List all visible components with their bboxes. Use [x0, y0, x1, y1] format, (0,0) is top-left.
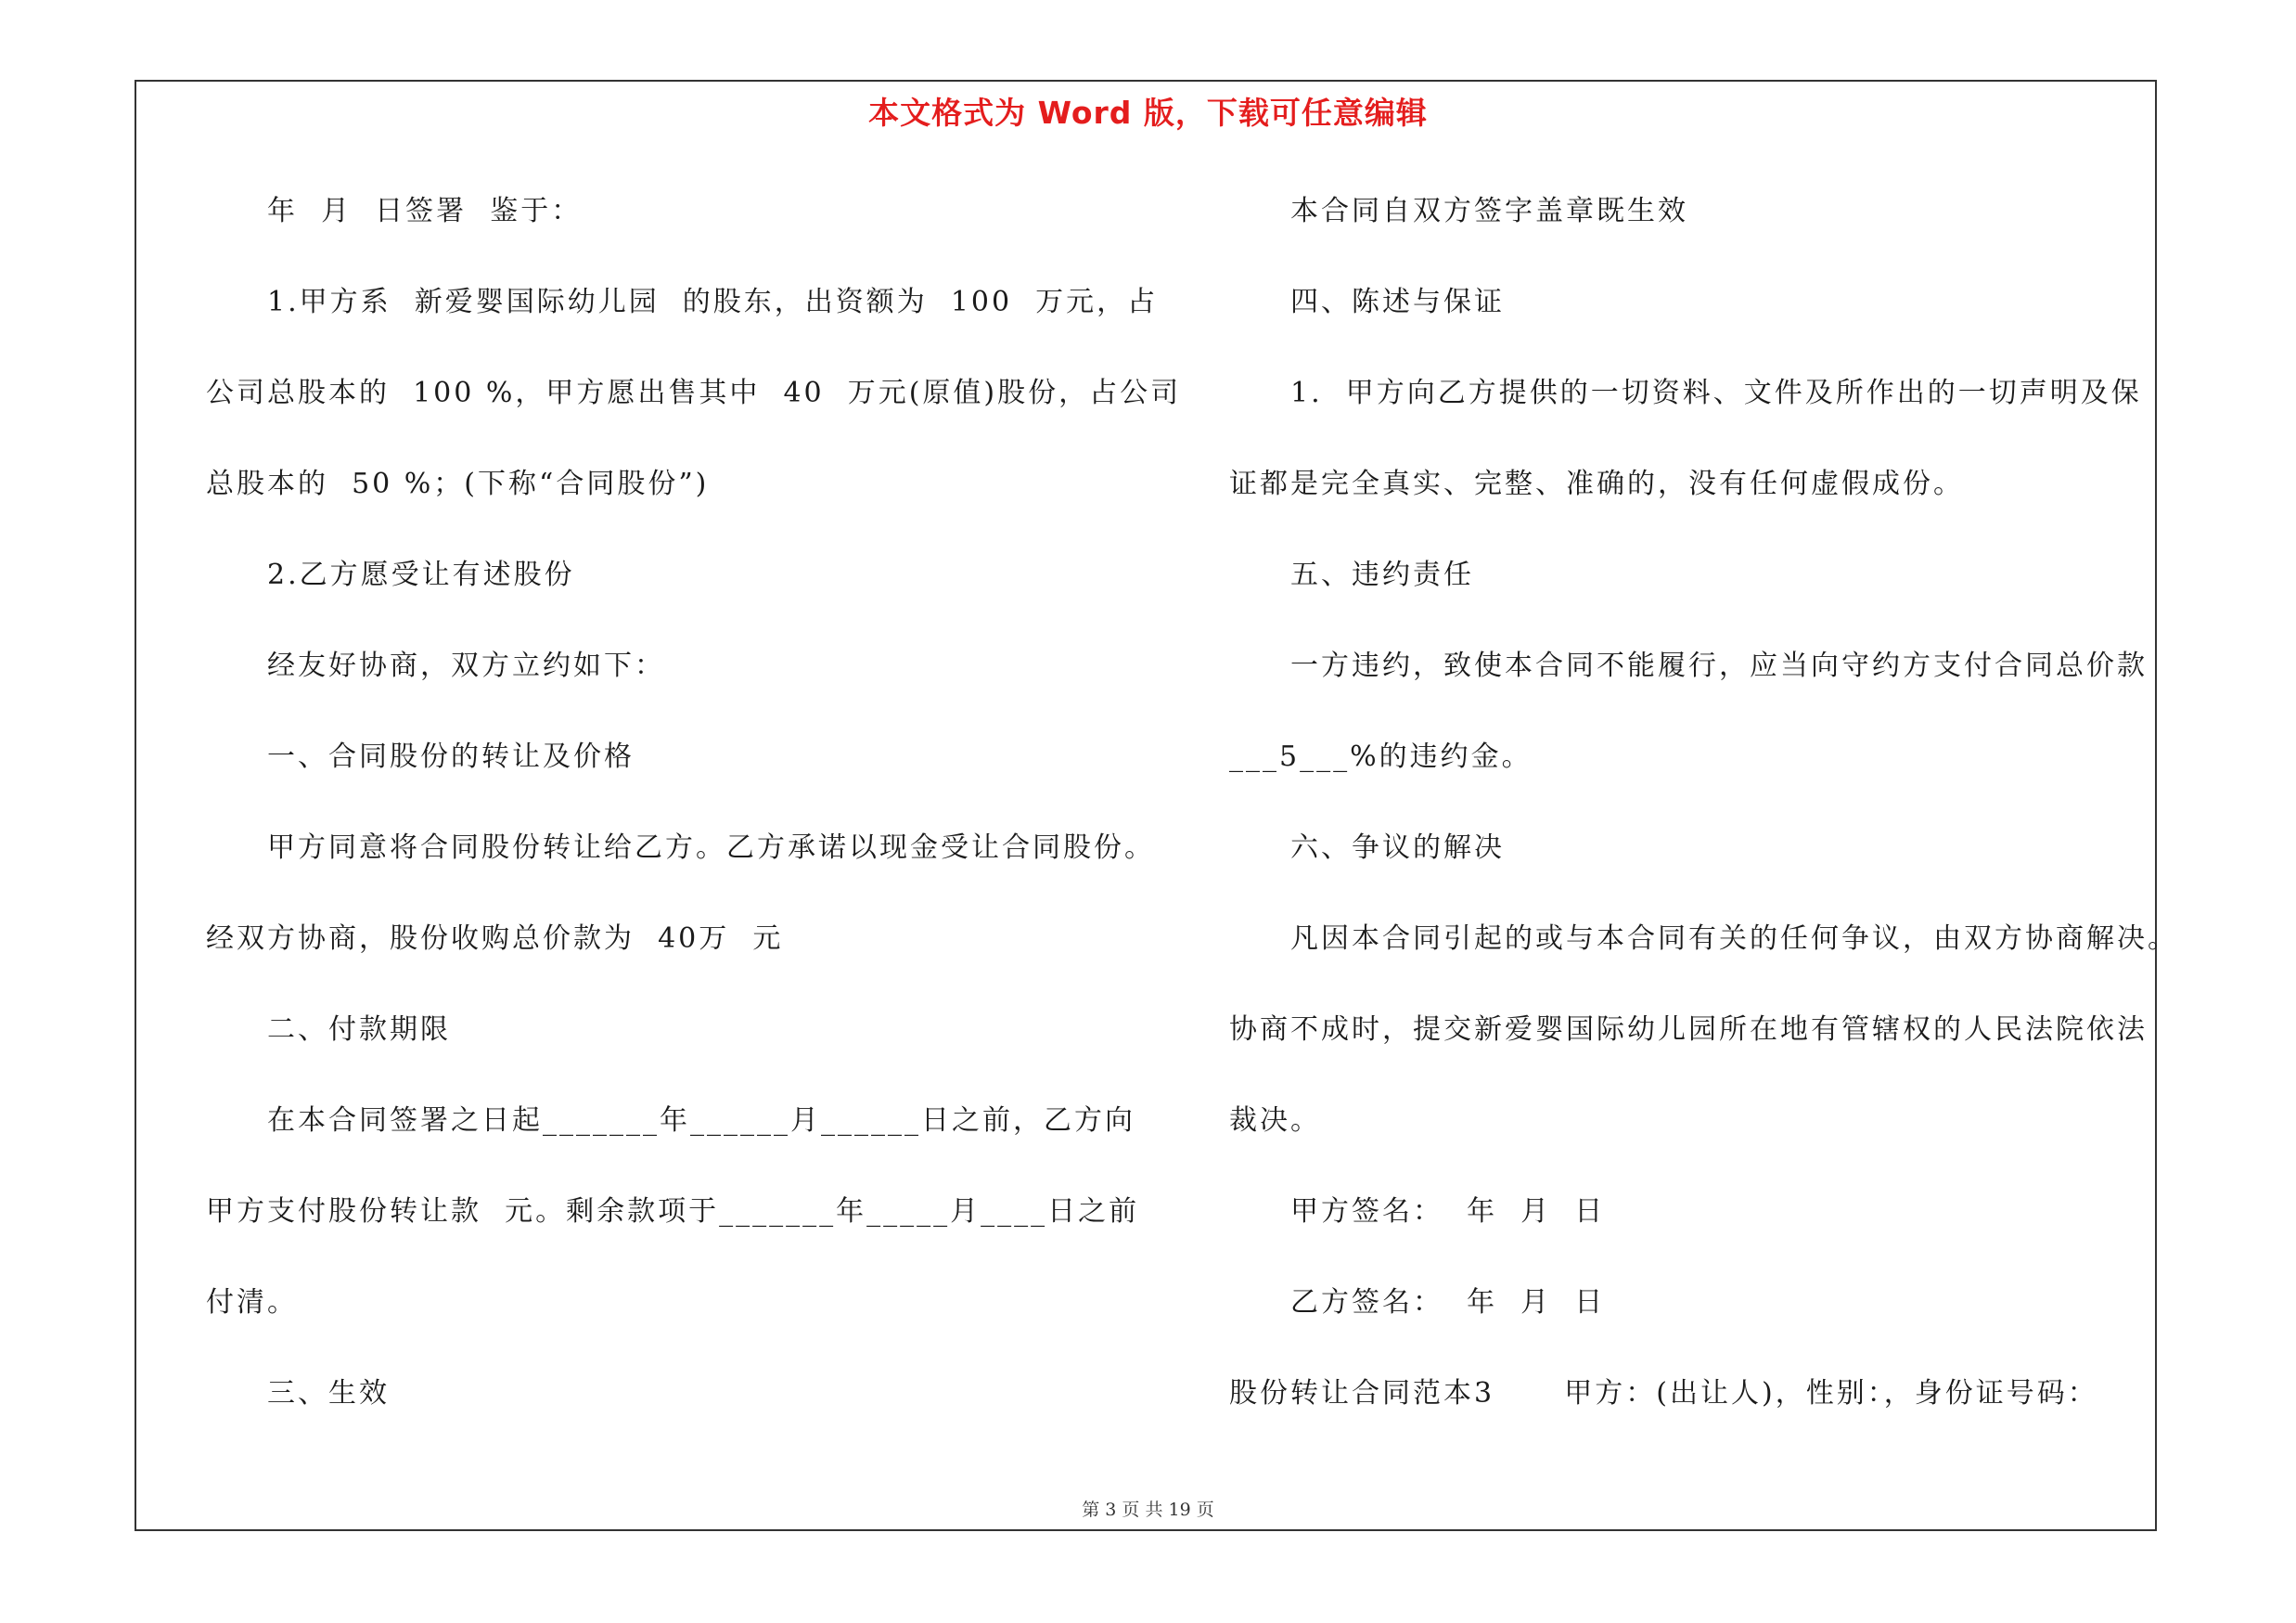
section-heading: 三、生效 — [267, 1377, 390, 1410]
paragraph-line: 在本合同签署之日起_______年______月______日之前，乙方向 — [267, 1104, 1135, 1137]
paragraph-line: 本合同自双方签字盖章既生效 — [1290, 195, 1688, 227]
paragraph-line: 2.乙方愿受让有述股份 — [267, 559, 575, 591]
paragraph-line: 付清。 — [206, 1286, 298, 1319]
left-column — [206, 186, 1182, 1459]
signature-line-party-a: 甲方签名： 年 月 日 — [1290, 1195, 1606, 1228]
paragraph-line: 经双方协商，股份收购总价款为 40万 元 — [206, 922, 784, 955]
paragraph-line: 甲方同意将合同股份转让给乙方。乙方承诺以现金受让合同股份。 — [267, 831, 1155, 864]
section-heading: 六、争议的解决 — [1290, 831, 1505, 864]
paragraph-line: 股份转让合同范本3 甲方：(出让人)，性别：，身份证号码： — [1229, 1377, 2098, 1410]
paragraph-line: 协商不成时，提交新爱婴国际幼儿园所在地有管辖权的人民法院依法 — [1229, 1013, 2148, 1046]
signature-line-party-b: 乙方签名： 年 月 日 — [1290, 1286, 1606, 1319]
section-heading: 一、合同股份的转让及价格 — [267, 741, 635, 773]
paragraph-line: 年 月 日签署 鉴于： — [267, 195, 583, 227]
paragraph-line: 经友好协商，双方立约如下： — [267, 650, 665, 682]
paragraph-line: 1.甲方系 新爱婴国际幼儿园 的股东，出资额为 100 万元，占 — [267, 286, 1159, 318]
section-heading: 四、陈述与保证 — [1290, 286, 1505, 318]
page-number — [0, 1496, 2296, 1521]
paragraph-line: 总股本的 50 %；(下称“合同股份”) — [206, 468, 710, 500]
paragraph-line: 一方违约，致使本合同不能履行，应当向守约方支付合同总价款 — [1290, 650, 2148, 682]
paragraph-line: 公司总股本的 100 %，甲方愿出售其中 40 万元(原值)股份，占公司 — [206, 377, 1182, 409]
section-heading: 五、违约责任 — [1290, 559, 1474, 591]
page-number-text: 第 3 页 共 19 页 — [1082, 1500, 1214, 1520]
format-banner: 本文格式为 Word 版，下载可任意编辑 — [868, 95, 1428, 131]
paragraph-line: 凡因本合同引起的或与本合同有关的任何争议，由双方协商解决。 — [1290, 922, 2178, 955]
paragraph-line: 裁决。 — [1229, 1104, 1321, 1137]
paragraph-line: ___5___%的违约金。 — [1229, 741, 1533, 773]
paragraph-line: 证都是完全真实、完整、准确的，没有任何虚假成份。 — [1229, 468, 1964, 500]
paragraph-line: 甲方支付股份转让款 元。剩余款项于_______年_____月____日之前 — [206, 1195, 1140, 1228]
right-column — [1229, 186, 2178, 1459]
section-heading: 二、付款期限 — [267, 1013, 451, 1046]
paragraph-line: 1. 甲方向乙方提供的一切资料、文件及所作出的一切声明及保 — [1290, 377, 2142, 409]
